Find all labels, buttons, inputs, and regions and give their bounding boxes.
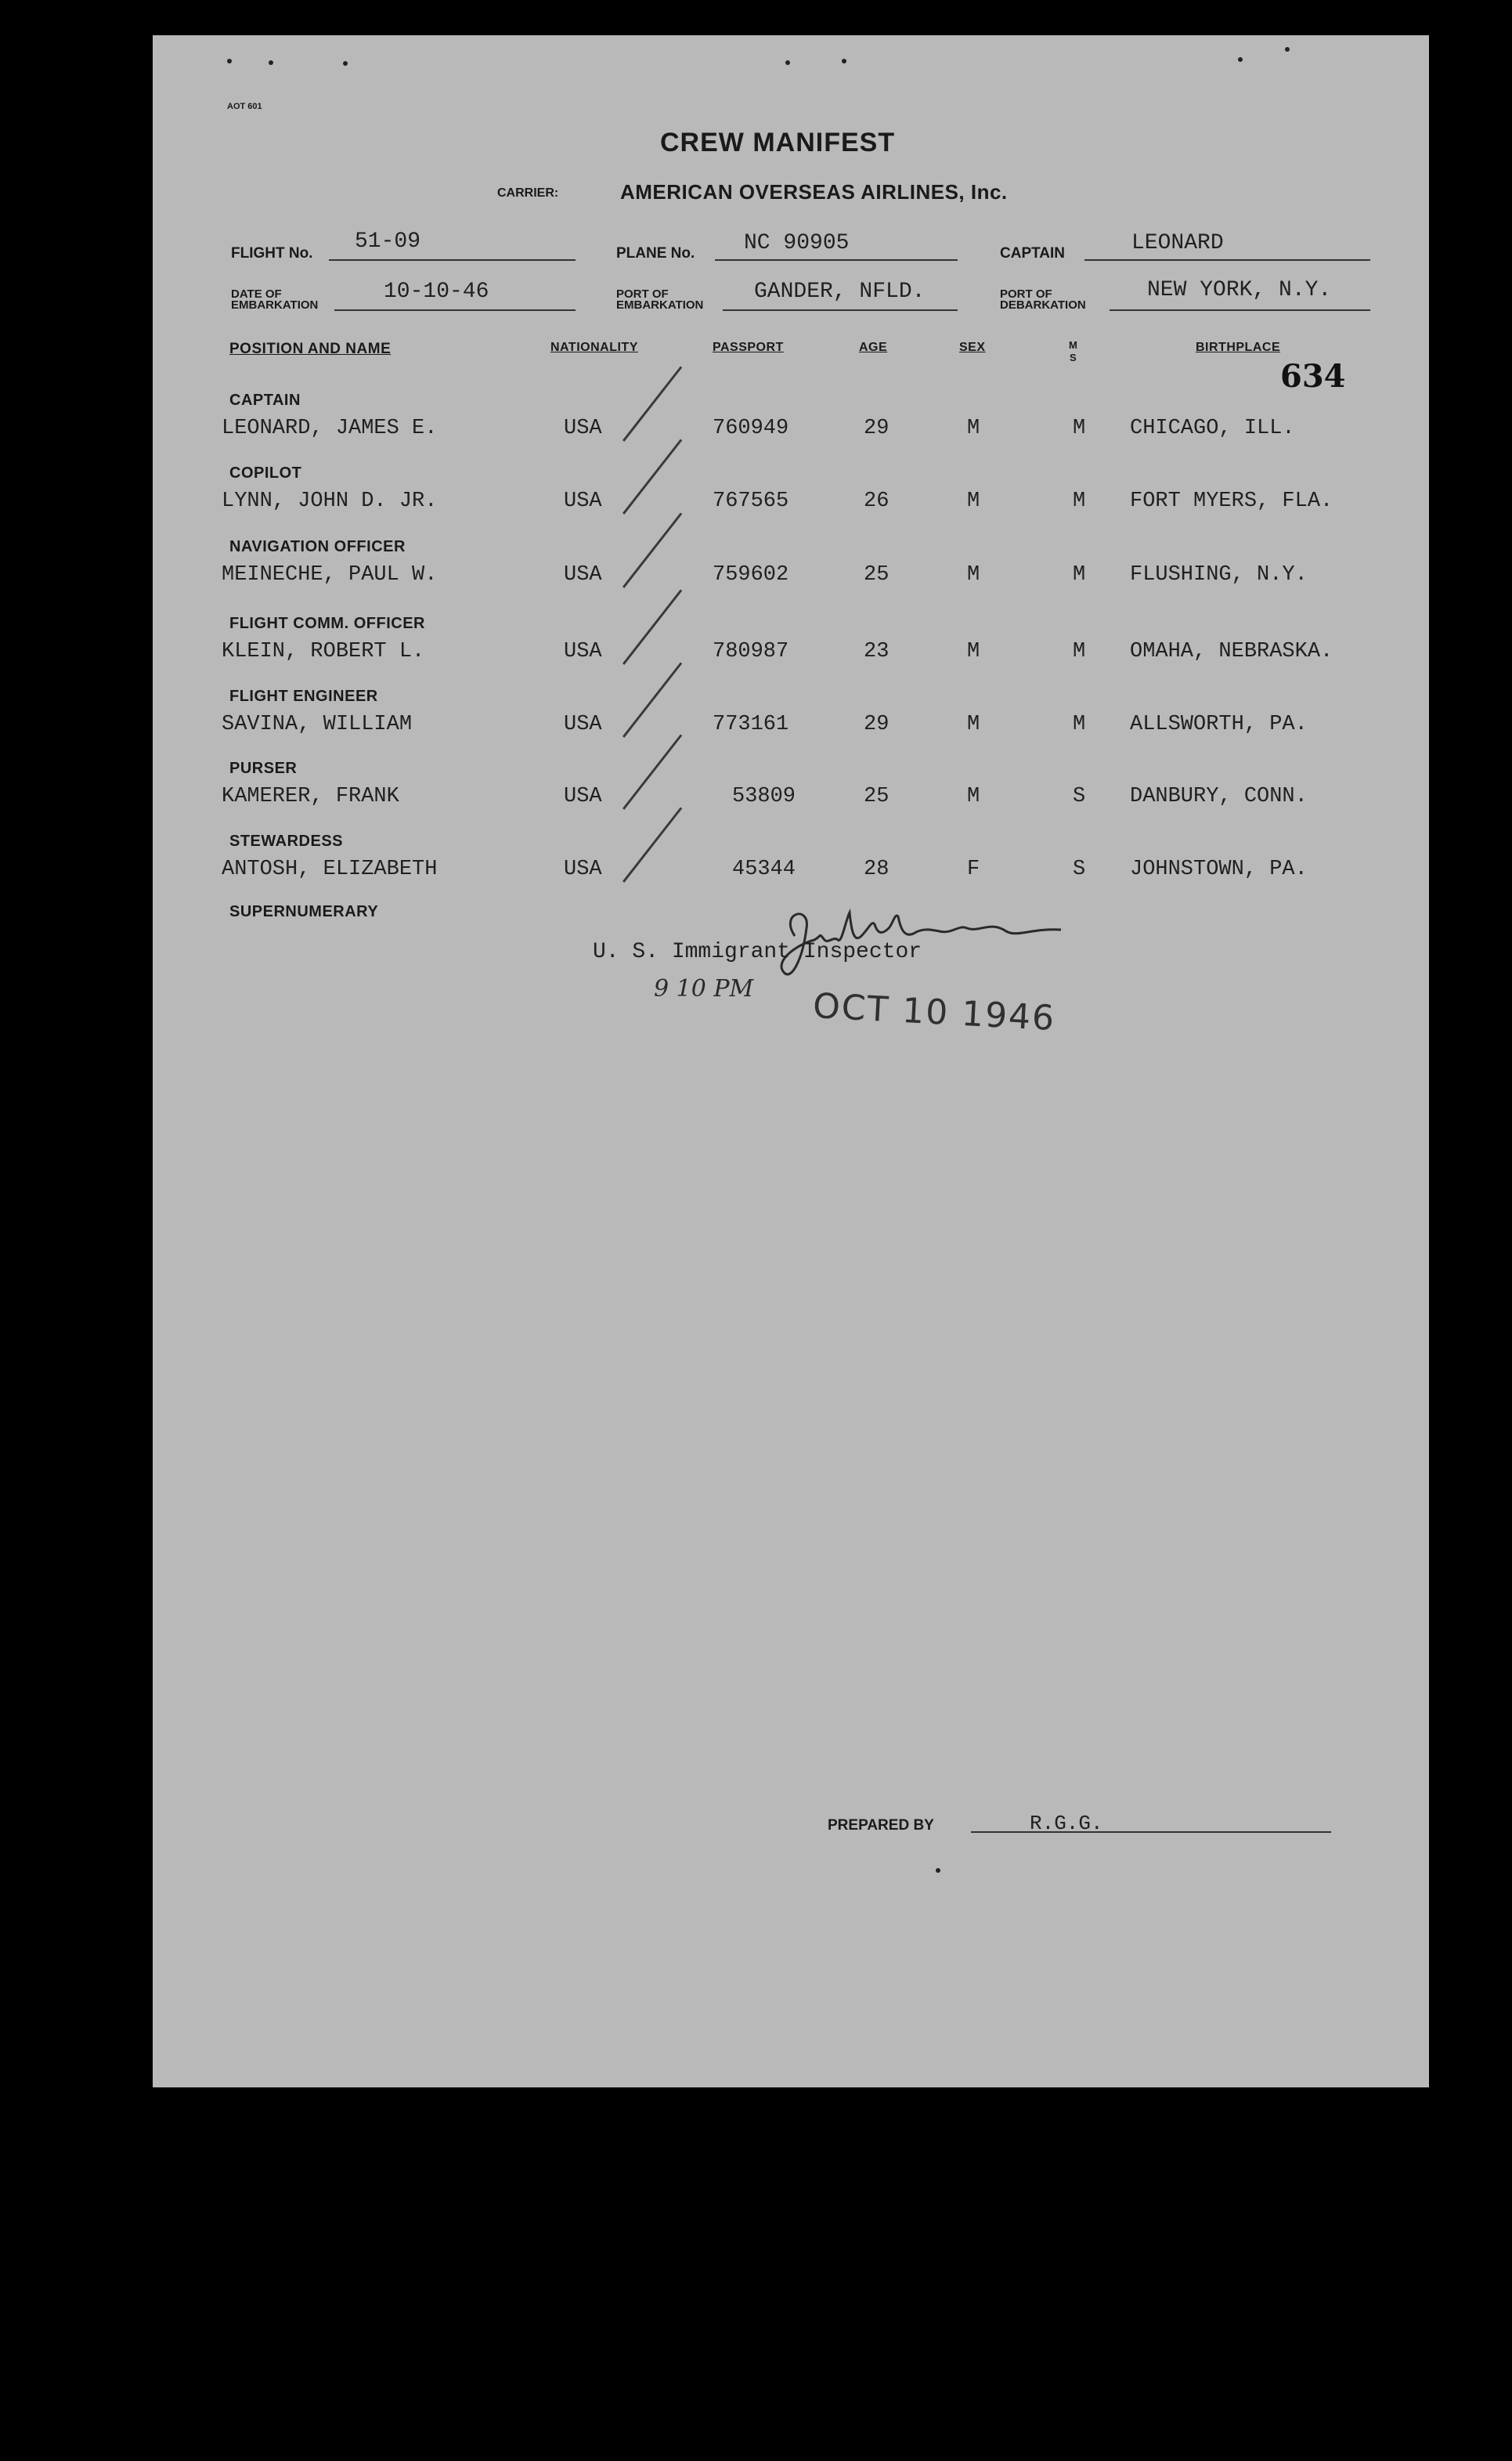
crew-birthplace: FLUSHING, N.Y. (1130, 563, 1308, 587)
crew-passport: 53809 (732, 785, 796, 808)
col-ms-bottom: S (1070, 352, 1077, 363)
crew-nationality: USA (564, 785, 602, 808)
carrier-label: CARRIER: (497, 186, 559, 200)
crew-passport: 767565 (713, 490, 789, 513)
crew-name: MEINECHE, PAUL W. (222, 563, 438, 587)
crew-position-label: CAPTAIN (229, 392, 301, 409)
speck (1285, 47, 1290, 52)
speck (785, 60, 790, 65)
crew-nationality: USA (564, 858, 602, 881)
crew-marital-status: M (1073, 640, 1086, 663)
crew-passport: 759602 (713, 563, 789, 587)
crew-name: ANTOSH, ELIZABETH (222, 858, 438, 881)
crew-sex: M (967, 640, 980, 663)
check-mark (622, 439, 682, 514)
crew-passport: 45344 (732, 858, 796, 881)
crew-birthplace: JOHNSTOWN, PA. (1130, 858, 1308, 881)
crew-sex: M (967, 490, 980, 513)
crew-sex: M (967, 713, 980, 736)
crew-age: 26 (864, 490, 890, 513)
crew-nationality: USA (564, 563, 602, 587)
speck (227, 59, 232, 63)
crew-birthplace: FORT MYERS, FLA. (1130, 490, 1333, 513)
speck (936, 1868, 940, 1873)
crew-position-label: FLIGHT ENGINEER (229, 688, 378, 705)
form-code: AOT 601 (227, 102, 262, 111)
crew-sex: M (967, 785, 980, 808)
crew-age: 25 (864, 785, 890, 808)
date-value: 10-10-46 (384, 280, 489, 304)
crew-marital-status: M (1073, 417, 1086, 440)
crew-birthplace: DANBURY, CONN. (1130, 785, 1308, 808)
crew-sex: M (967, 417, 980, 440)
port-emb-label-1: PORT OF (616, 287, 669, 301)
manifest-page (153, 35, 1429, 2087)
col-birthplace: BIRTHPLACE (1196, 341, 1281, 354)
col-sex: SEX (959, 341, 986, 354)
port-deb-value: NEW YORK, N.Y. (1147, 278, 1332, 302)
prepared-by-value: R.G.G. (1030, 1812, 1103, 1835)
page-title: CREW MANIFEST (660, 128, 896, 157)
crew-position-label: PURSER (229, 760, 298, 777)
captain-value: LEONARD (1131, 231, 1224, 255)
crew-passport: 760949 (713, 417, 789, 440)
crew-birthplace: OMAHA, NEBRASKA. (1130, 640, 1333, 663)
check-mark (622, 589, 682, 664)
check-mark (622, 662, 682, 737)
port-emb-label-2: EMBARKATION (616, 298, 704, 312)
crew-nationality: USA (564, 490, 602, 513)
crew-birthplace: ALLSWORTH, PA. (1130, 713, 1308, 736)
crew-position-label: COPILOT (229, 464, 302, 482)
crew-birthplace: CHICAGO, ILL. (1130, 417, 1295, 440)
crew-sex: F (967, 858, 980, 881)
check-mark (622, 512, 682, 587)
flight-no-value: 51-09 (355, 229, 421, 254)
check-mark (622, 734, 682, 809)
col-passport: PASSPORT (713, 341, 784, 354)
crew-passport: 780987 (713, 640, 789, 663)
check-mark (622, 807, 682, 882)
crew-age: 28 (864, 858, 890, 881)
col-position: POSITION AND NAME (229, 341, 392, 357)
date-label-2: EMBARKATION (231, 298, 319, 312)
speck (269, 60, 273, 65)
crew-marital-status: M (1073, 490, 1086, 513)
crew-marital-status: S (1073, 858, 1086, 881)
crew-position-label: FLIGHT COMM. OFFICER (229, 615, 425, 632)
col-nationality: NATIONALITY (550, 341, 638, 354)
crew-position-label: STEWARDESS (229, 833, 344, 850)
port-deb-label-2: DEBARKATION (1000, 298, 1086, 312)
crew-name: LYNN, JOHN D. JR. (222, 490, 438, 513)
speck (842, 59, 846, 63)
speck (343, 61, 348, 66)
crew-marital-status: M (1073, 563, 1086, 587)
prepared-by-label: PREPARED BY (828, 1817, 934, 1834)
port-emb-value: GANDER, NFLD. (754, 280, 926, 304)
crew-position-label: NAVIGATION OFFICER (229, 538, 406, 555)
captain-label: CAPTAIN (1000, 245, 1066, 262)
crew-name: SAVINA, WILLIAM (222, 713, 413, 736)
speck (1238, 57, 1243, 62)
time-note: 9 10 PM (654, 975, 754, 1003)
crew-age: 23 (864, 640, 890, 663)
crew-age: 29 (864, 713, 890, 736)
crew-nationality: USA (564, 713, 602, 736)
crew-name: LEONARD, JAMES E. (222, 417, 438, 440)
crew-marital-status: M (1073, 713, 1086, 736)
crew-age: 25 (864, 563, 890, 587)
supernumerary-label: SUPERNUMERARY (229, 903, 379, 920)
col-age: AGE (859, 341, 888, 354)
crew-marital-status: S (1073, 785, 1086, 808)
crew-name: KAMERER, FRANK (222, 785, 399, 808)
crew-name: KLEIN, ROBERT L. (222, 640, 425, 663)
inspector-label: U. S. Immigrant Inspector (593, 940, 922, 964)
stamp-number: 634 (1280, 358, 1346, 395)
date-label-1: DATE OF (231, 287, 282, 301)
crew-nationality: USA (564, 640, 602, 663)
plane-no-label: PLANE No. (616, 245, 695, 262)
crew-sex: M (967, 563, 980, 587)
check-mark (622, 366, 682, 441)
crew-age: 29 (864, 417, 890, 440)
carrier-name: AMERICAN OVERSEAS AIRLINES, Inc. (620, 180, 1008, 204)
flight-no-label: FLIGHT No. (231, 245, 313, 262)
port-deb-label-1: PORT OF (1000, 287, 1052, 301)
date-stamp: OCT 10 1946 (811, 985, 1057, 1039)
crew-passport: 773161 (713, 713, 789, 736)
plane-no-value: NC 90905 (744, 231, 850, 255)
crew-nationality: USA (564, 417, 602, 440)
col-ms-top: M (1069, 339, 1077, 351)
